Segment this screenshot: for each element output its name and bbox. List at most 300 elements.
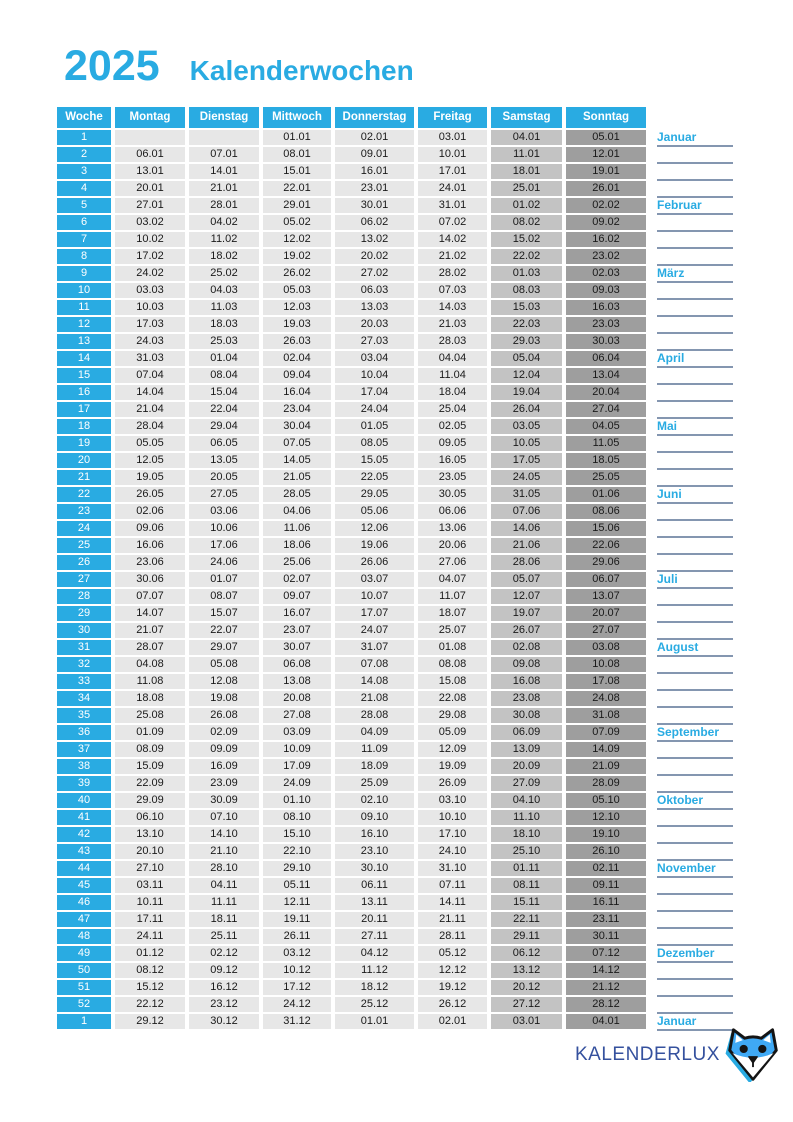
month-ruled-line xyxy=(657,759,733,776)
sunday-date-cell: 28.12 xyxy=(566,997,646,1012)
week-number-cell: 32 xyxy=(57,657,111,672)
tuesday-date-cell: 28.10 xyxy=(189,861,259,876)
saturday-date-cell: 02.08 xyxy=(491,640,562,655)
week-number-cell: 37 xyxy=(57,742,111,757)
month-ruled-line xyxy=(657,521,733,538)
saturday-date-cell: 08.02 xyxy=(491,215,562,230)
month-ruled-line xyxy=(657,538,733,555)
sunday-date-cell: 09.02 xyxy=(566,215,646,230)
tuesday-date-cell: 25.03 xyxy=(189,334,259,349)
friday-date-cell: 07.03 xyxy=(418,283,487,298)
saturday-date-cell: 05.04 xyxy=(491,351,562,366)
sunday-date-cell: 19.01 xyxy=(566,164,646,179)
saturday-date-cell: 08.03 xyxy=(491,283,562,298)
month-label: Januar xyxy=(657,130,697,144)
week-number-cell: 2 xyxy=(57,147,111,162)
saturday-date-cell: 20.09 xyxy=(491,759,562,774)
tuesday-date-cell: 16.09 xyxy=(189,759,259,774)
thursday-date-cell: 02.01 xyxy=(335,130,414,145)
wednesday-date-cell: 04.06 xyxy=(263,504,331,519)
monday-date-cell: 03.03 xyxy=(115,283,185,298)
friday-date-cell: 24.10 xyxy=(418,844,487,859)
page-header xyxy=(64,42,414,91)
saturday-date-cell: 27.09 xyxy=(491,776,562,791)
monday-date-cell: 20.10 xyxy=(115,844,185,859)
wednesday-date-cell: 29.01 xyxy=(263,198,331,213)
sunday-date-cell: 12.01 xyxy=(566,147,646,162)
monday-date-cell: 06.10 xyxy=(115,810,185,825)
thursday-date-cell: 25.09 xyxy=(335,776,414,791)
monday-date-cell: 13.01 xyxy=(115,164,185,179)
thursday-date-cell: 27.03 xyxy=(335,334,414,349)
saturday-date-cell: 24.05 xyxy=(491,470,562,485)
month-ruled-line xyxy=(657,793,733,810)
sunday-date-cell: 20.07 xyxy=(566,606,646,621)
week-number-cell: 7 xyxy=(57,232,111,247)
wednesday-date-cell: 05.11 xyxy=(263,878,331,893)
sunday-date-cell: 21.09 xyxy=(566,759,646,774)
week-number-cell: 24 xyxy=(57,521,111,536)
wednesday-date-cell: 01.01 xyxy=(263,130,331,145)
thursday-date-cell: 21.08 xyxy=(335,691,414,706)
sunday-date-cell: 02.11 xyxy=(566,861,646,876)
thursday-date-cell: 06.02 xyxy=(335,215,414,230)
week-number-cell: 18 xyxy=(57,419,111,434)
month-ruled-line xyxy=(657,810,733,827)
saturday-date-cell: 15.11 xyxy=(491,895,562,910)
month-ruled-line xyxy=(657,300,733,317)
sunday-date-cell: 08.06 xyxy=(566,504,646,519)
saturday-date-cell: 13.12 xyxy=(491,963,562,978)
saturday-date-cell: 18.01 xyxy=(491,164,562,179)
month-label: Januar xyxy=(657,1014,697,1028)
sunday-date-cell: 16.03 xyxy=(566,300,646,315)
tuesday-date-cell: 30.09 xyxy=(189,793,259,808)
thursday-date-cell: 26.06 xyxy=(335,555,414,570)
sunday-date-cell: 20.04 xyxy=(566,385,646,400)
week-number-cell: 46 xyxy=(57,895,111,910)
friday-date-cell: 24.01 xyxy=(418,181,487,196)
wednesday-date-cell: 30.04 xyxy=(263,419,331,434)
thursday-date-cell: 01.05 xyxy=(335,419,414,434)
friday-date-cell: 02.01 xyxy=(418,1014,487,1029)
friday-date-cell: 04.07 xyxy=(418,572,487,587)
thursday-date-cell: 03.07 xyxy=(335,572,414,587)
month-ruled-line xyxy=(657,215,733,232)
saturday-date-cell: 05.07 xyxy=(491,572,562,587)
thursday-date-cell: 06.03 xyxy=(335,283,414,298)
friday-date-cell: 21.03 xyxy=(418,317,487,332)
month-label: Februar xyxy=(657,198,702,212)
wednesday-date-cell: 29.10 xyxy=(263,861,331,876)
saturday-date-cell: 22.02 xyxy=(491,249,562,264)
thursday-date-cell: 10.04 xyxy=(335,368,414,383)
month-label: Juli xyxy=(657,572,678,586)
tuesday-date-cell: 21.10 xyxy=(189,844,259,859)
monday-date-cell: 09.06 xyxy=(115,521,185,536)
week-number-cell: 43 xyxy=(57,844,111,859)
sunday-date-cell: 30.11 xyxy=(566,929,646,944)
month-ruled-line xyxy=(657,657,733,674)
thursday-date-cell: 04.09 xyxy=(335,725,414,740)
saturday-date-cell: 01.02 xyxy=(491,198,562,213)
week-number-cell: 26 xyxy=(57,555,111,570)
tuesday-date-cell: 07.10 xyxy=(189,810,259,825)
week-number-cell: 41 xyxy=(57,810,111,825)
tuesday-date-cell: 25.11 xyxy=(189,929,259,944)
month-label-column xyxy=(657,130,733,1031)
tuesday-date-cell: 06.05 xyxy=(189,436,259,451)
week-number-cell: 14 xyxy=(57,351,111,366)
saturday-date-cell: 22.11 xyxy=(491,912,562,927)
saturday-date-cell: 16.08 xyxy=(491,674,562,689)
column-header-0: Woche xyxy=(57,107,111,128)
friday-date-cell: 02.05 xyxy=(418,419,487,434)
thursday-date-cell: 29.05 xyxy=(335,487,414,502)
monday-date-cell: 06.01 xyxy=(115,147,185,162)
wednesday-date-cell: 09.07 xyxy=(263,589,331,604)
thursday-date-cell: 20.03 xyxy=(335,317,414,332)
week-number-cell: 1 xyxy=(57,130,111,145)
month-ruled-line xyxy=(657,929,733,946)
monday-date-cell: 19.05 xyxy=(115,470,185,485)
sunday-date-cell: 13.04 xyxy=(566,368,646,383)
monday-date-cell xyxy=(115,130,185,145)
tuesday-date-cell: 15.04 xyxy=(189,385,259,400)
tuesday-date-cell: 07.01 xyxy=(189,147,259,162)
monday-date-cell: 23.06 xyxy=(115,555,185,570)
week-number-cell: 47 xyxy=(57,912,111,927)
saturday-date-cell: 14.06 xyxy=(491,521,562,536)
monday-date-cell: 31.03 xyxy=(115,351,185,366)
sunday-date-cell: 17.08 xyxy=(566,674,646,689)
tuesday-date-cell: 25.02 xyxy=(189,266,259,281)
thursday-date-cell: 24.07 xyxy=(335,623,414,638)
saturday-date-cell: 08.11 xyxy=(491,878,562,893)
tuesday-date-cell: 04.11 xyxy=(189,878,259,893)
week-number-cell: 50 xyxy=(57,963,111,978)
friday-date-cell: 10.10 xyxy=(418,810,487,825)
thursday-date-cell: 17.07 xyxy=(335,606,414,621)
saturday-date-cell: 27.12 xyxy=(491,997,562,1012)
thursday-date-cell: 16.01 xyxy=(335,164,414,179)
week-number-cell: 11 xyxy=(57,300,111,315)
sunday-date-cell: 21.12 xyxy=(566,980,646,995)
friday-date-cell: 13.06 xyxy=(418,521,487,536)
friday-date-cell: 19.09 xyxy=(418,759,487,774)
thursday-date-cell: 19.06 xyxy=(335,538,414,553)
friday-date-cell: 19.12 xyxy=(418,980,487,995)
month-ruled-line xyxy=(657,691,733,708)
friday-date-cell: 07.02 xyxy=(418,215,487,230)
column-header-4: Donnerstag xyxy=(335,107,414,128)
week-number-cell: 34 xyxy=(57,691,111,706)
sunday-date-cell: 27.07 xyxy=(566,623,646,638)
sunday-date-cell: 13.07 xyxy=(566,589,646,604)
tuesday-date-cell: 19.08 xyxy=(189,691,259,706)
monday-date-cell: 01.12 xyxy=(115,946,185,961)
wednesday-date-cell: 21.05 xyxy=(263,470,331,485)
wednesday-date-cell: 26.03 xyxy=(263,334,331,349)
tuesday-date-cell: 11.11 xyxy=(189,895,259,910)
wednesday-date-cell: 23.07 xyxy=(263,623,331,638)
tuesday-date-cell: 03.06 xyxy=(189,504,259,519)
month-ruled-line xyxy=(657,232,733,249)
week-number-cell: 21 xyxy=(57,470,111,485)
monday-date-cell: 02.06 xyxy=(115,504,185,519)
column-header-1: Montag xyxy=(115,107,185,128)
tuesday-date-cell: 29.07 xyxy=(189,640,259,655)
monday-date-cell: 14.07 xyxy=(115,606,185,621)
sunday-date-cell: 31.08 xyxy=(566,708,646,723)
tuesday-date-cell: 02.12 xyxy=(189,946,259,961)
sunday-date-cell: 01.06 xyxy=(566,487,646,502)
wednesday-date-cell: 24.12 xyxy=(263,997,331,1012)
tuesday-date-cell: 04.03 xyxy=(189,283,259,298)
friday-date-cell: 22.08 xyxy=(418,691,487,706)
wednesday-date-cell: 03.12 xyxy=(263,946,331,961)
saturday-date-cell: 29.03 xyxy=(491,334,562,349)
tuesday-date-cell: 12.08 xyxy=(189,674,259,689)
week-number-cell: 40 xyxy=(57,793,111,808)
sunday-date-cell: 23.11 xyxy=(566,912,646,927)
saturday-date-cell: 15.02 xyxy=(491,232,562,247)
thursday-date-cell: 18.12 xyxy=(335,980,414,995)
month-ruled-line xyxy=(657,725,733,742)
tuesday-date-cell: 28.01 xyxy=(189,198,259,213)
month-ruled-line xyxy=(657,351,733,368)
month-label: August xyxy=(657,640,699,654)
month-ruled-line xyxy=(657,368,733,385)
sunday-date-cell: 05.10 xyxy=(566,793,646,808)
friday-date-cell: 21.02 xyxy=(418,249,487,264)
thursday-date-cell: 03.04 xyxy=(335,351,414,366)
week-number-cell: 35 xyxy=(57,708,111,723)
sunday-date-cell: 16.11 xyxy=(566,895,646,910)
sunday-date-cell: 19.10 xyxy=(566,827,646,842)
column-header-7: Sonntag xyxy=(566,107,646,128)
thursday-date-cell: 14.08 xyxy=(335,674,414,689)
sunday-date-cell: 29.06 xyxy=(566,555,646,570)
week-number-cell: 31 xyxy=(57,640,111,655)
monday-date-cell: 20.01 xyxy=(115,181,185,196)
monday-date-cell: 24.02 xyxy=(115,266,185,281)
saturday-date-cell: 01.11 xyxy=(491,861,562,876)
saturday-date-cell: 04.01 xyxy=(491,130,562,145)
wednesday-date-cell: 17.09 xyxy=(263,759,331,774)
saturday-date-cell: 01.03 xyxy=(491,266,562,281)
wednesday-date-cell: 16.07 xyxy=(263,606,331,621)
monday-date-cell: 05.05 xyxy=(115,436,185,451)
week-number-cell: 19 xyxy=(57,436,111,451)
wednesday-date-cell: 24.09 xyxy=(263,776,331,791)
week-number-cell: 13 xyxy=(57,334,111,349)
friday-date-cell: 26.12 xyxy=(418,997,487,1012)
saturday-date-cell: 25.01 xyxy=(491,181,562,196)
tuesday-date-cell: 11.03 xyxy=(189,300,259,315)
week-number-cell: 25 xyxy=(57,538,111,553)
thursday-date-cell: 11.09 xyxy=(335,742,414,757)
saturday-date-cell: 03.01 xyxy=(491,1014,562,1029)
friday-date-cell: 17.10 xyxy=(418,827,487,842)
logo xyxy=(575,1027,781,1083)
sunday-date-cell: 06.04 xyxy=(566,351,646,366)
friday-date-cell: 14.03 xyxy=(418,300,487,315)
wednesday-date-cell: 18.06 xyxy=(263,538,331,553)
saturday-date-cell: 03.05 xyxy=(491,419,562,434)
thursday-date-cell: 15.05 xyxy=(335,453,414,468)
thursday-date-cell: 13.11 xyxy=(335,895,414,910)
column-header-6: Samstag xyxy=(491,107,562,128)
tuesday-date-cell: 14.10 xyxy=(189,827,259,842)
wednesday-date-cell: 12.02 xyxy=(263,232,331,247)
month-ruled-line xyxy=(657,606,733,623)
friday-date-cell: 25.04 xyxy=(418,402,487,417)
saturday-date-cell: 11.01 xyxy=(491,147,562,162)
month-label: September xyxy=(657,725,720,739)
friday-date-cell: 28.02 xyxy=(418,266,487,281)
thursday-date-cell: 09.01 xyxy=(335,147,414,162)
wednesday-date-cell: 07.05 xyxy=(263,436,331,451)
friday-date-cell: 31.01 xyxy=(418,198,487,213)
month-label: November xyxy=(657,861,716,875)
wednesday-date-cell: 30.07 xyxy=(263,640,331,655)
month-ruled-line xyxy=(657,589,733,606)
wednesday-date-cell: 15.10 xyxy=(263,827,331,842)
week-number-cell: 15 xyxy=(57,368,111,383)
week-number-cell: 52 xyxy=(57,997,111,1012)
sunday-date-cell: 04.05 xyxy=(566,419,646,434)
week-number-cell: 42 xyxy=(57,827,111,842)
friday-date-cell: 29.08 xyxy=(418,708,487,723)
wednesday-date-cell: 01.10 xyxy=(263,793,331,808)
monday-date-cell: 03.11 xyxy=(115,878,185,893)
tuesday-date-cell: 04.02 xyxy=(189,215,259,230)
monday-date-cell: 15.09 xyxy=(115,759,185,774)
thursday-date-cell: 24.04 xyxy=(335,402,414,417)
sunday-date-cell: 16.02 xyxy=(566,232,646,247)
week-number-cell: 27 xyxy=(57,572,111,587)
thursday-date-cell: 04.12 xyxy=(335,946,414,961)
wednesday-date-cell: 10.09 xyxy=(263,742,331,757)
tuesday-date-cell: 01.07 xyxy=(189,572,259,587)
month-label: Dezember xyxy=(657,946,715,960)
week-number-cell: 22 xyxy=(57,487,111,502)
month-ruled-line xyxy=(657,402,733,419)
month-ruled-line xyxy=(657,487,733,504)
sunday-date-cell: 15.06 xyxy=(566,521,646,536)
sunday-date-cell: 23.03 xyxy=(566,317,646,332)
wednesday-date-cell: 14.05 xyxy=(263,453,331,468)
month-ruled-line xyxy=(657,164,733,181)
sunday-date-cell: 27.04 xyxy=(566,402,646,417)
sunday-date-cell: 30.03 xyxy=(566,334,646,349)
week-number-cell: 30 xyxy=(57,623,111,638)
monday-date-cell: 16.06 xyxy=(115,538,185,553)
friday-date-cell: 30.05 xyxy=(418,487,487,502)
monday-date-cell: 24.11 xyxy=(115,929,185,944)
friday-date-cell: 23.05 xyxy=(418,470,487,485)
monday-date-cell: 04.08 xyxy=(115,657,185,672)
tuesday-date-cell: 05.08 xyxy=(189,657,259,672)
saturday-date-cell: 12.07 xyxy=(491,589,562,604)
friday-date-cell: 28.11 xyxy=(418,929,487,944)
thursday-date-cell: 22.05 xyxy=(335,470,414,485)
wednesday-date-cell: 19.03 xyxy=(263,317,331,332)
column-header-5: Freitag xyxy=(418,107,487,128)
tuesday-date-cell: 22.07 xyxy=(189,623,259,638)
wednesday-date-cell: 08.01 xyxy=(263,147,331,162)
monday-date-cell: 01.09 xyxy=(115,725,185,740)
week-number-cell: 9 xyxy=(57,266,111,281)
saturday-date-cell: 15.03 xyxy=(491,300,562,315)
tuesday-date-cell: 18.02 xyxy=(189,249,259,264)
monday-date-cell: 22.12 xyxy=(115,997,185,1012)
wednesday-date-cell: 11.06 xyxy=(263,521,331,536)
tuesday-date-cell: 09.09 xyxy=(189,742,259,757)
month-ruled-line xyxy=(657,436,733,453)
tuesday-date-cell: 16.12 xyxy=(189,980,259,995)
monday-date-cell: 21.07 xyxy=(115,623,185,638)
wednesday-date-cell: 06.08 xyxy=(263,657,331,672)
sunday-date-cell: 11.05 xyxy=(566,436,646,451)
tuesday-date-cell: 20.05 xyxy=(189,470,259,485)
friday-date-cell: 11.04 xyxy=(418,368,487,383)
wednesday-date-cell: 10.12 xyxy=(263,963,331,978)
month-ruled-line xyxy=(657,861,733,878)
tuesday-date-cell: 23.12 xyxy=(189,997,259,1012)
monday-date-cell: 10.02 xyxy=(115,232,185,247)
sunday-date-cell: 26.10 xyxy=(566,844,646,859)
saturday-date-cell: 26.04 xyxy=(491,402,562,417)
week-number-cell: 45 xyxy=(57,878,111,893)
wednesday-date-cell: 12.03 xyxy=(263,300,331,315)
saturday-date-cell: 10.05 xyxy=(491,436,562,451)
saturday-date-cell: 06.12 xyxy=(491,946,562,961)
tuesday-date-cell: 10.06 xyxy=(189,521,259,536)
saturday-date-cell: 21.06 xyxy=(491,538,562,553)
week-number-cell: 8 xyxy=(57,249,111,264)
month-ruled-line xyxy=(657,453,733,470)
column-header-3: Mittwoch xyxy=(263,107,331,128)
monday-date-cell: 21.04 xyxy=(115,402,185,417)
month-ruled-line xyxy=(657,912,733,929)
sunday-date-cell: 02.02 xyxy=(566,198,646,213)
monday-date-cell: 08.09 xyxy=(115,742,185,757)
wednesday-date-cell: 12.11 xyxy=(263,895,331,910)
saturday-date-cell: 20.12 xyxy=(491,980,562,995)
week-number-cell: 5 xyxy=(57,198,111,213)
week-number-cell: 4 xyxy=(57,181,111,196)
thursday-date-cell: 13.03 xyxy=(335,300,414,315)
calendar-week-table xyxy=(57,107,646,1029)
monday-date-cell: 14.04 xyxy=(115,385,185,400)
wednesday-date-cell: 28.05 xyxy=(263,487,331,502)
monday-date-cell: 22.09 xyxy=(115,776,185,791)
wednesday-date-cell: 19.02 xyxy=(263,249,331,264)
saturday-date-cell: 09.08 xyxy=(491,657,562,672)
wednesday-date-cell: 31.12 xyxy=(263,1014,331,1029)
monday-date-cell: 07.04 xyxy=(115,368,185,383)
monday-date-cell: 17.11 xyxy=(115,912,185,927)
month-ruled-line xyxy=(657,878,733,895)
month-ruled-line xyxy=(657,640,733,657)
month-ruled-line xyxy=(657,504,733,521)
monday-date-cell: 08.12 xyxy=(115,963,185,978)
sunday-date-cell: 06.07 xyxy=(566,572,646,587)
thursday-date-cell: 10.07 xyxy=(335,589,414,604)
wednesday-date-cell: 27.08 xyxy=(263,708,331,723)
